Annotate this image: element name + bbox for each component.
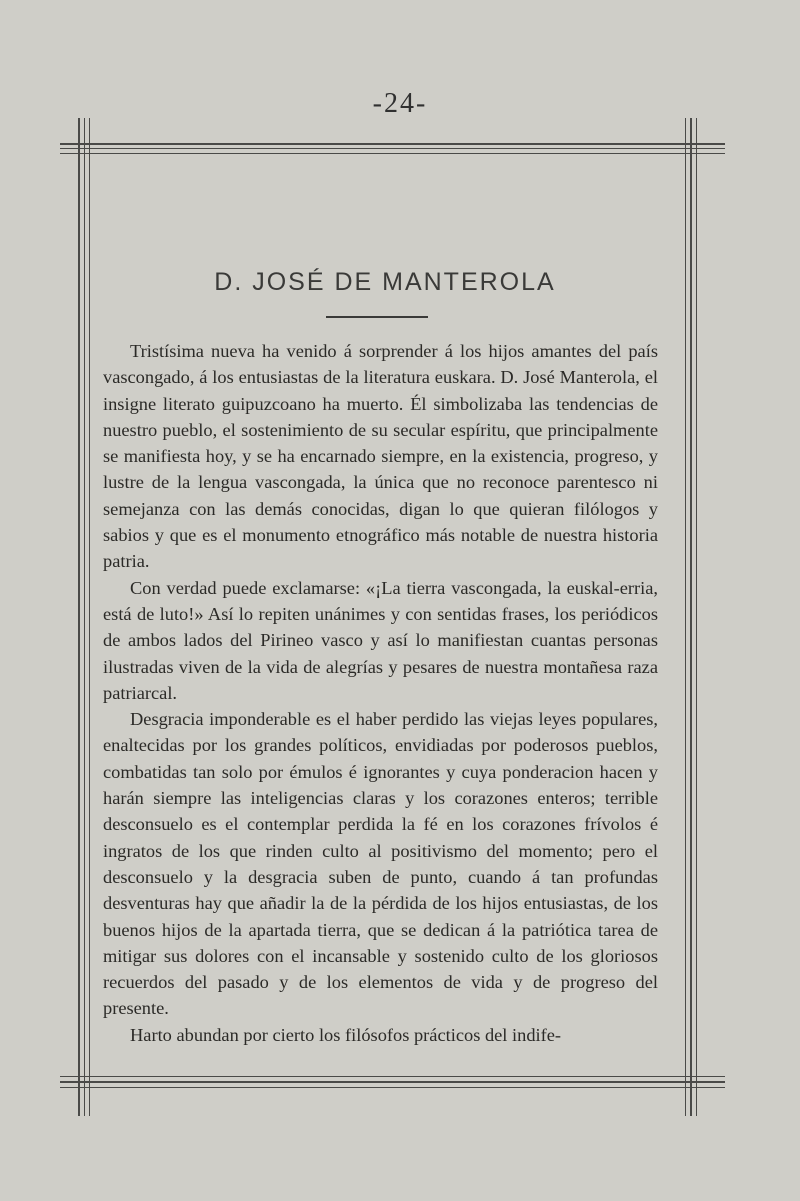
frame-rule-bottom	[60, 1076, 725, 1077]
article-title: D. JOSÉ DE MANTEROLA	[214, 268, 556, 296]
frame-rule-right	[696, 118, 697, 1116]
paragraph: Desgracia imponderable es el haber perdido las viejas leyes populares, enaltecidas por los grandes políticos, envidiadas por poderosos pueblos, combatidas tan solo por émulos é ignorantes y cuya ponderacion hacen y harán siempre las inteligencias claras y los corazones enteros; terrible desconsuelo es el contemplar perdida la fé en los corazones frívolos é ingratos de los que rinden culto al positivismo del momento; pero el desconsuelo y la desgracia suben de punto, cuando á tan profundas desventuras hay que añadir la de la pérdida de los hijos entusiastas, de los buenos hijos de la apartada tierra, que se dedican á la patriótica tarea de mitigar sus dolores con el incansable y sostenido culto de los gloriosos recuerdos del pasado y de los elementos de vida y de progreso del presente.	[103, 709, 658, 1019]
frame-rule-right	[685, 118, 686, 1116]
frame-rule-top	[60, 153, 725, 154]
title-divider	[326, 316, 428, 318]
frame-rule-bottom	[60, 1087, 725, 1088]
paragraph: Harto abundan por cierto los filósofos prácticos del indife-	[130, 1024, 562, 1045]
paragraph: Con verdad puede exclamarse: «¡La tierra vascongada, la euskal-erria, está de luto!» Así lo repiten unánimes y con sentidas frases, los periódicos de ambos lados del Pirineo vasco y así lo manifiestan cuantas personas ilustradas viven de la vida de alegrías y pesares de nuestra montañesa raza patriarcal.	[103, 577, 658, 703]
frame-rule-bottom	[60, 1081, 725, 1083]
paragraph: Tristísima nueva ha venido á sorprender á los hijos amantes del país vascongado, á los entusiastas de la literatura euskara. D. José Manterola, el insigne literato guipuzcoano ha muerto. Él simbolizaba las tendencias de nuestro pueblo, el sostenimiento de su secular espíritu, que principalmente se manifiesta hoy, y se ha encarnado siempre, en la existencia, progreso, y lustre de la lengua vascongada, la única que no reconoce parentesco ni semejanza con las demás conocidas, digan lo que quieran filólogos y sabios y que es el monumento etnográfico más notable de nuestra historia patria.	[103, 341, 658, 572]
frame-rule-left	[78, 118, 80, 1116]
frame-rule-right	[690, 118, 692, 1116]
frame-rule-top	[60, 148, 725, 149]
frame-rule-top	[60, 143, 725, 145]
article-body	[103, 338, 658, 1048]
page-number: -24-	[372, 88, 428, 119]
frame-rule-left	[84, 118, 85, 1116]
frame-rule-left	[89, 118, 90, 1116]
